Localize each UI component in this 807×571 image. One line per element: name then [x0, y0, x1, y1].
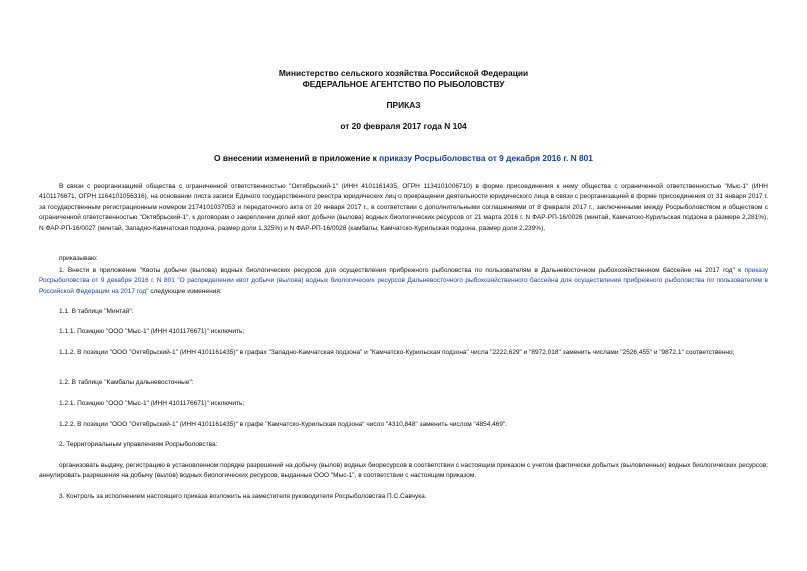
- paragraph-item-2-text: организовать выдачу, регистрацию в установленном порядке разрешений на добычу (вылов) водных биоресурсов в соответствии с настоящим приказом с учетом фактически добытых (выловленных) водных биологических ресурсов; аннулировать разрешения на добычу (вылов) водных биологических ресурсов, выданные ООО "Мыс-1", в соответствии с настоящим приказом.: [39, 462, 768, 480]
- title-prefix: О внесении изменений в приложение к: [214, 153, 380, 163]
- paragraph-order-word: приказываю:: [59, 255, 98, 262]
- item-1-text-a: 1. Внести в приложение "Квоты добычи (вылова) водных биологических ресурсов для осуществления прибрежного рыболовства по пользователям в Дальневосточном рыбохозяйственном бассейне на 2017 год" к: [59, 267, 745, 274]
- title-order-link[interactable]: приказу Росрыболовства от 9 декабря 2016 г. N 801: [379, 153, 593, 163]
- item-1-text-c: следующие изменения:: [148, 287, 222, 295]
- document-title: [0, 153, 807, 163]
- paragraph-item-1-1: 1.1. В таблице "Минтай":: [59, 308, 134, 315]
- paragraph-item-1-1-2: 1.1.2. В позиции "ООО "Октябрьский-1" (ИНН 4101161435)" в графах "Западно-Камчатская подзона" и "Камчатско-Курильская подзона" числа "2222,629" и "8972,018" заменить числами "2526,455" и "9872,1" соответственно;: [59, 349, 735, 356]
- order-date-number: от 20 февраля 2017 года N 104: [340, 121, 467, 131]
- paragraph-item-2: 2. Территориальным управлениям Росрыболовства:: [59, 441, 218, 448]
- paragraph-item-3: 3. Контроль за исполнением настоящего приказа возложить на заместителя руководителя Росрыболовства П.С.Савчука.: [59, 493, 427, 500]
- paragraph-item-1-1-1: 1.1.1. Позицию "ООО "Мыс-1" (ИНН 4101176671)" исключить;: [59, 328, 245, 335]
- paragraph-item-1-2-1: 1.2.1. Позицию "ООО "Мыс-1" (ИНН 4101176671)" исключить;: [59, 400, 245, 407]
- agency-heading: ФЕДЕРАЛЬНОЕ АГЕНТСТВО ПО РЫБОЛОВСТВУ: [302, 79, 505, 89]
- order-801-link[interactable]: приказу Росрыболовства от 9 декабря 2016 г. N 801: [39, 267, 768, 285]
- order-type-heading: ПРИКАЗ: [386, 100, 421, 110]
- paragraph-item-1-2-2: 1.2.2. В позиции "ООО "Октябрьский-1" (ИНН 4101161435)" в графе "Камчатско-Курильская подзона" число "4310,848" заменить числом "4854,469".: [59, 421, 508, 428]
- ministry-heading: Министерство сельского хозяйства Российской Федерации: [278, 68, 529, 78]
- paragraph-item-1-2: 1.2. В таблице "Камбалы дальневосточные":: [59, 379, 194, 386]
- paragraph-item-1: [39, 266, 768, 297]
- order-801-title-link[interactable]: "О распределении квот добычи (вылова) водных биологических ресурсов Дальневосточного рыбохозяйственного бассейна для осуществления прибрежного рыболовства по пользователям в Российской Федерации на 2017 год": [39, 277, 768, 295]
- paragraph-preamble: В связи с реорганизацией общества с ограниченной ответственностью "Октябрьский-1" (ИНН 4101161435, ОГРН 1134101006710) в форме присоединения к нему общества с ограниченной ответственностью "Мыс-1" (ИНН 4101176671, ОГРН 1164101056316), на основании листа записи Единого государственного реестра юридических лиц о прекращении деятельности юридического лица в связи с реорганизацией в форме присоединения от 31 января 2017 г. за государственным регистрационным номером 2174101037053 и передаточного акта от 20 января 2017 г., в соответствии с дополнительными соглашениями от 8 февраля 2017 г., заключенными между Росрыболовством и обществом с ограниченной ответственностью "Октябрьский-1", к договорам о закреплении долей квот добычи (вылова) водных биологических ресурсов от 21 марта 2016 г. N ФАР-РП-16/0026 (минтай, Камчатско-Курильская подзона в размере 2,281%), N ФАР-РП-16/0027 (минтай, Западно-Камчатская подзона, размер доли 1,325%) и N ФАР-РП-16/0028 (камбалы, Камчатско-Курильская подзона, размер доли 2,239%),: [39, 183, 768, 232]
